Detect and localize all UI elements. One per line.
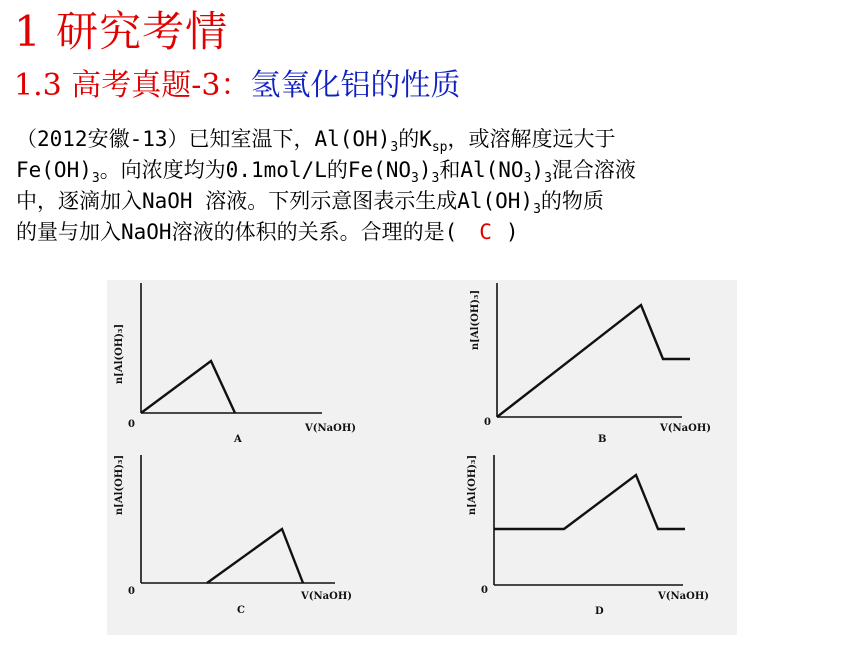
subtitle-section: 1.3 高考真题-3： bbox=[14, 68, 251, 103]
graph-a-label: A bbox=[234, 434, 242, 445]
graph-c-xlabel: V(NaOH) bbox=[301, 591, 353, 602]
question-text bbox=[16, 124, 846, 248]
graph-c-ylabel: n[Al(OH)₃] bbox=[114, 454, 125, 516]
answer-choice: C bbox=[479, 220, 492, 244]
graph-a-curve bbox=[141, 361, 235, 413]
graph-c-label: C bbox=[237, 605, 245, 616]
answer-graphs bbox=[107, 280, 737, 635]
graph-d-label: D bbox=[595, 606, 604, 617]
question-line-4: 的量与加入NaOH溶液的体积的关系。合理的是( C ) bbox=[16, 217, 846, 248]
graph-a-ylabel: n[Al(OH)₃] bbox=[114, 323, 125, 385]
subtitle-topic: 氢氧化铝的性质 bbox=[250, 68, 461, 103]
question-line-2: $Fe(OH)_3$。向浓度均为0.1mol/L的$Fe(NO_3)_3$和$Al(NO_3)_3$混合溶液 bbox=[16, 158, 636, 187]
question-line-1: （2012安徽-13）已知室温下，$Al(OH)_3$的$K_{sp}$，或溶解度远大于 bbox=[16, 127, 616, 156]
graph-a-xlabel: V(NaOH) bbox=[305, 423, 357, 434]
graph-a-origin: 0 bbox=[128, 419, 135, 430]
graph-d-ylabel: n[Al(OH)₃] bbox=[467, 454, 478, 516]
graph-d-origin: 0 bbox=[481, 585, 488, 596]
graph-d-curve bbox=[494, 475, 685, 529]
graph-c-origin: 0 bbox=[128, 586, 135, 597]
graph-b-label: B bbox=[598, 434, 607, 445]
question-line-3: 中，逐滴加入NaOH 溶液。下列示意图表示生成$Al(OH)_3$的物质 bbox=[16, 189, 604, 218]
graph-b-curve bbox=[497, 305, 690, 417]
slide-subtitle bbox=[14, 66, 460, 106]
graph-d-xlabel: V(NaOH) bbox=[658, 591, 710, 602]
graph-a bbox=[114, 283, 356, 445]
slide-title: 1 研究考情 bbox=[14, 7, 229, 56]
graph-b-ylabel: n[Al(OH)₃] bbox=[470, 289, 481, 351]
graph-b-origin: 0 bbox=[484, 417, 491, 428]
graph-c-curve bbox=[207, 529, 303, 583]
graph-d bbox=[467, 455, 709, 617]
graph-b bbox=[470, 283, 711, 445]
graph-b-xlabel: V(NaOH) bbox=[660, 423, 712, 434]
answer-graphs-figure bbox=[107, 280, 737, 635]
graph-c bbox=[114, 455, 352, 616]
